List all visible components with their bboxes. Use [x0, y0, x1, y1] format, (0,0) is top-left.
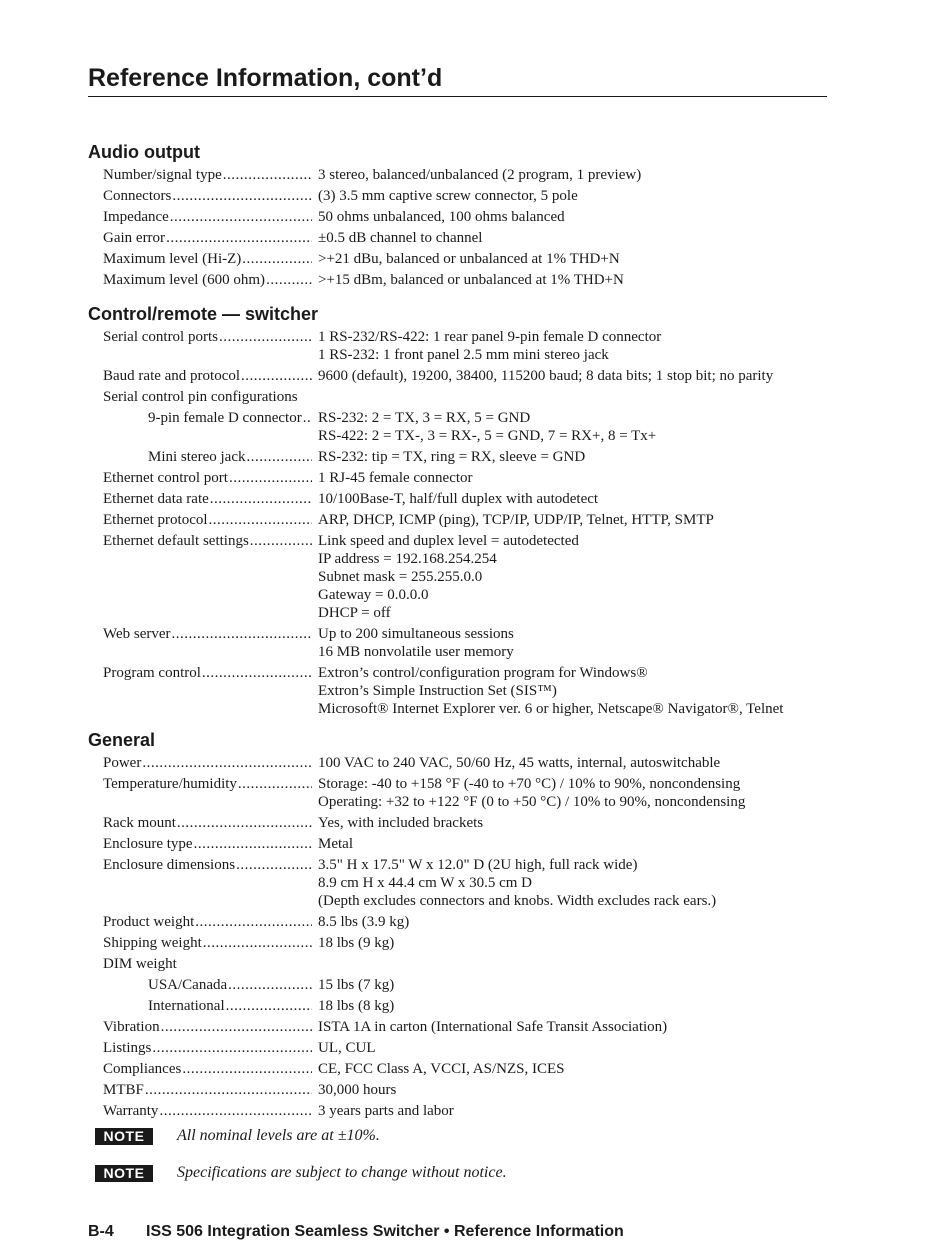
spec-row [88, 955, 848, 973]
spec-label: Maximum level (Hi-Z) [103, 251, 242, 267]
spec-label: Mini stereo jack [148, 449, 246, 465]
spec-row [88, 976, 848, 994]
spec-value: 1 RJ-45 female connector [318, 470, 473, 486]
spec-value: 15 lbs (7 kg) [318, 977, 395, 993]
spec-value: 30,000 hours [318, 1082, 397, 1098]
spec-label: Serial control ports [103, 329, 218, 345]
spec-row [88, 1039, 848, 1057]
leader-dots [303, 409, 312, 427]
spec-value: 8.9 cm H x 44.4 cm W x 30.5 cm D [318, 875, 533, 891]
spec-value: 100 VAC to 240 VAC, 50/60 Hz, 45 watts, internal, autoswitchable [318, 755, 721, 771]
spec-label: DIM weight [103, 956, 177, 972]
spec-row [88, 997, 848, 1015]
spec-value: CE, FCC Class A, VCCI, AS/NZS, ICES [318, 1061, 565, 1077]
leader-dots [161, 1018, 312, 1036]
spec-label: Shipping weight [103, 935, 202, 951]
leader-dots [209, 511, 312, 529]
spec-row [88, 388, 848, 406]
spec-value: RS-422: 2 = TX-, 3 = RX-, 5 = GND, 7 = RX+, 8 = Tx+ [318, 428, 657, 444]
spec-label: Web server [103, 626, 171, 642]
spec-row [88, 1060, 848, 1078]
leader-dots [159, 1102, 312, 1120]
leader-dots [250, 532, 312, 550]
leader-dots [145, 1081, 312, 1099]
note-badge: NOTE [95, 1128, 153, 1145]
spec-row [88, 913, 848, 931]
leader-dots [238, 775, 312, 793]
note-specifications-change [95, 1164, 507, 1182]
leader-dots [172, 187, 312, 205]
spec-value: 8.5 lbs (3.9 kg) [318, 914, 410, 930]
spec-value: 50 ohms unbalanced, 100 ohms balanced [318, 209, 565, 225]
spec-value: Gateway = 0.0.0.0 [318, 587, 429, 603]
spec-label: Vibration [103, 1019, 160, 1035]
page-footer [88, 1222, 624, 1242]
spec-row [88, 229, 848, 247]
spec-value: (Depth excludes connectors and knobs. Width excludes rack ears.) [318, 893, 717, 909]
spec-label: Listings [103, 1040, 152, 1056]
spec-value: 18 lbs (8 kg) [318, 998, 395, 1014]
leader-dots [266, 271, 312, 289]
spec-row [88, 664, 848, 718]
spec-label: Product weight [103, 914, 195, 930]
leader-dots [228, 976, 312, 994]
spec-label: 9-pin female D connector [148, 410, 302, 426]
spec-row [88, 934, 848, 952]
leader-dots [219, 328, 312, 346]
note-text: Specifications are subject to change without notice. [177, 1164, 507, 1181]
spec-label: MTBF [103, 1082, 144, 1098]
leader-dots [229, 469, 312, 487]
spec-value: 10/100Base-T, half/full duplex with autodetect [318, 491, 599, 507]
note-text: All nominal levels are at ±10%. [177, 1127, 380, 1144]
spec-label: Ethernet data rate [103, 491, 209, 507]
leader-dots [166, 229, 312, 247]
leader-dots [236, 856, 312, 874]
spec-row [88, 856, 848, 910]
spec-row [88, 271, 848, 289]
spec-row [88, 250, 848, 268]
leader-dots [170, 208, 312, 226]
leader-dots [242, 250, 312, 268]
spec-row [88, 490, 848, 508]
spec-label: Rack mount [103, 815, 176, 831]
spec-label: Number/signal type [103, 167, 222, 183]
leader-dots [203, 934, 312, 952]
spec-value: IP address = 192.168.254.254 [318, 551, 497, 567]
spec-value: Up to 200 simultaneous sessions [318, 626, 514, 642]
spec-value: ARP, DHCP, ICMP (ping), TCP/IP, UDP/IP, Telnet, HTTP, SMTP [318, 512, 714, 528]
spec-row [88, 208, 848, 226]
spec-label: Ethernet protocol [103, 512, 208, 528]
section-title: Control/remote — switcher [88, 304, 319, 324]
spec-label: USA/Canada [148, 977, 228, 993]
spec-row [88, 328, 848, 364]
spec-row [88, 532, 848, 622]
spec-label: Impedance [103, 209, 169, 225]
spec-label: Ethernet default settings [103, 533, 249, 549]
spec-row [88, 1081, 848, 1099]
spec-row [88, 469, 848, 487]
note-badge: NOTE [95, 1165, 153, 1182]
note-nominal-levels [95, 1127, 380, 1145]
spec-label: Program control [103, 665, 201, 681]
spec-value: 3 years parts and labor [318, 1103, 454, 1119]
leader-dots [223, 166, 312, 184]
leader-dots [142, 754, 312, 772]
spec-value: Subnet mask = 255.255.0.0 [318, 569, 483, 585]
spec-row [88, 1018, 848, 1036]
spec-label: Baud rate and protocol [103, 368, 241, 384]
spec-value: 16 MB nonvolatile user memory [318, 644, 514, 660]
spec-row [88, 511, 848, 529]
spec-value: (3) 3.5 mm captive screw connector, 5 pole [318, 188, 578, 204]
spec-label: Warranty [103, 1103, 159, 1119]
spec-label: Maximum level (600 ohm) [103, 272, 266, 288]
spec-label: International [148, 998, 225, 1014]
spec-value: 18 lbs (9 kg) [318, 935, 395, 951]
spec-value: 1 RS-232: 1 front panel 2.5 mm mini stereo jack [318, 347, 609, 363]
spec-row [88, 166, 848, 184]
spec-value: 1 RS-232/RS-422: 1 rear panel 9-pin female D connector [318, 329, 662, 345]
spec-label: Gain error [103, 230, 166, 246]
leader-dots [202, 664, 312, 682]
page-title: Reference Information, cont’d [88, 62, 827, 97]
spec-value: Metal [318, 836, 353, 852]
spec-value: Extron’s Simple Instruction Set (SIS™) [318, 683, 557, 699]
spec-value: Operating: +32 to +122 °F (0 to +50 °C) / 10% to 90%, noncondensing [318, 794, 746, 810]
spec-row [88, 187, 848, 205]
spec-value: >+15 dBm, balanced or unbalanced at 1% THD+N [318, 272, 624, 288]
spec-row [88, 367, 848, 385]
leader-dots [152, 1039, 312, 1057]
section-audio-output [88, 141, 848, 289]
spec-label: Power [103, 755, 142, 771]
spec-label: Serial control pin configurations [103, 389, 298, 405]
spec-row [88, 409, 848, 445]
spec-row [88, 625, 848, 661]
leader-dots [194, 835, 312, 853]
spec-value: 3 stereo, balanced/unbalanced (2 program, 1 preview) [318, 167, 642, 183]
spec-value: Microsoft® Internet Explorer ver. 6 or higher, Netscape® Navigator®, Telnet [318, 701, 784, 717]
spec-row [88, 835, 848, 853]
spec-value: RS-232: tip = TX, ring = RX, sleeve = GND [318, 449, 586, 465]
spec-label: Temperature/humidity [103, 776, 237, 792]
spec-value: Storage: -40 to +158 °F (-40 to +70 °C) / 10% to 90%, noncondensing [318, 776, 741, 792]
spec-row [88, 754, 848, 772]
page-number: B-4 [88, 1223, 114, 1240]
spec-label: Connectors [103, 188, 172, 204]
spec-value: ±0.5 dB channel to channel [318, 230, 483, 246]
section-general [88, 729, 848, 1120]
leader-dots [246, 448, 312, 466]
leader-dots [177, 814, 312, 832]
spec-value: RS-232: 2 = TX, 3 = RX, 5 = GND [318, 410, 531, 426]
spec-value: >+21 dBu, balanced or unbalanced at 1% THD+N [318, 251, 620, 267]
spec-row [88, 814, 848, 832]
spec-value: Yes, with included brackets [318, 815, 484, 831]
leader-dots [182, 1060, 312, 1078]
spec-row [88, 1102, 848, 1120]
spec-label: Compliances [103, 1061, 182, 1077]
footer-title: ISS 506 Integration Seamless Switcher • Reference Information [146, 1223, 624, 1240]
spec-value: 9600 (default), 19200, 38400, 115200 baud; 8 data bits; 1 stop bit; no parity [318, 368, 774, 384]
section-title: Audio output [88, 142, 200, 162]
spec-label: Ethernet control port [103, 470, 228, 486]
spec-value: Extron’s control/configuration program for Windows® [318, 665, 648, 681]
leader-dots [210, 490, 312, 508]
spec-value: DHCP = off [318, 605, 391, 621]
leader-dots [172, 625, 312, 643]
spec-value: ISTA 1A in carton (International Safe Transit Association) [318, 1019, 668, 1035]
spec-label: Enclosure dimensions [103, 857, 236, 873]
spec-value: 3.5" H x 17.5" W x 12.0" D (2U high, full rack wide) [318, 857, 638, 873]
section-control-remote [88, 303, 848, 718]
spec-label: Enclosure type [103, 836, 193, 852]
spec-row [88, 775, 848, 811]
spec-value: Link speed and duplex level = autodetected [318, 533, 579, 549]
section-title: General [88, 730, 156, 750]
leader-dots [241, 367, 312, 385]
spec-row [88, 448, 848, 466]
leader-dots [195, 913, 312, 931]
leader-dots [226, 997, 312, 1015]
spec-value: UL, CUL [318, 1040, 376, 1056]
